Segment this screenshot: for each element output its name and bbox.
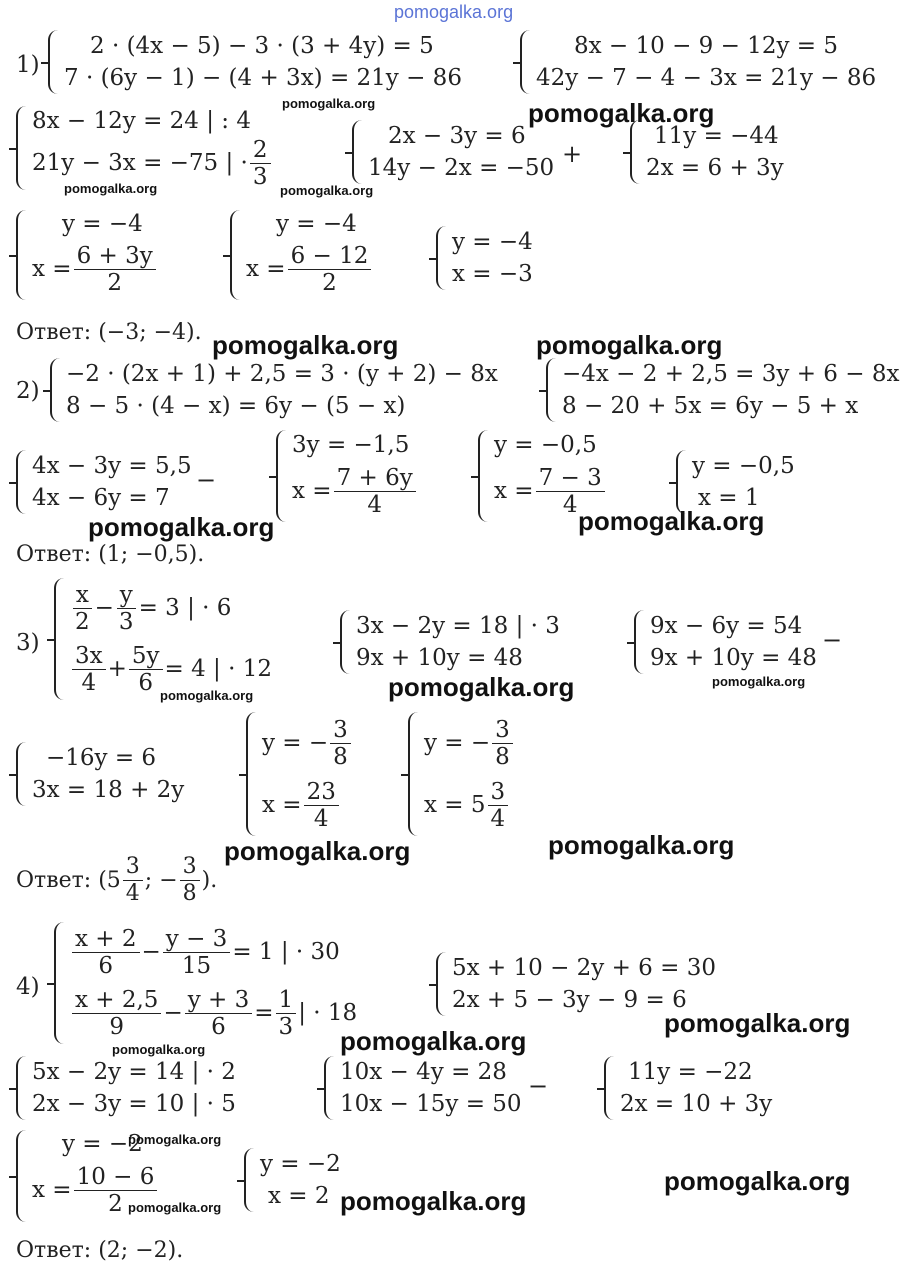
p2-system-2: −4x − 2 + 2,5 = 3y + 6 − 8x 8 − 20 + 5x = 6y − 5 + x xyxy=(546,358,899,422)
minus-sign: − xyxy=(528,1072,549,1100)
p1-system-6: y = −4 x = $\frac{6 + 3y}{2}$ xyxy=(16,210,158,300)
p1-system-2: 8x − 10 − 9 − 12y = 5 42y − 7 − 4 − 3x = 21y − 86 xyxy=(520,30,876,94)
watermark: pomogalka.org xyxy=(388,672,575,702)
watermark-small: pomogalka.org xyxy=(128,1200,222,1215)
watermark: pomogalka.org xyxy=(340,1026,527,1056)
p3-system-4: −16y = 6 3x = 18 + 2y xyxy=(16,742,184,806)
p4-system-3: 5x − 2y = 14 | · 2 2x − 3y = 10 | · 5 xyxy=(16,1056,236,1120)
p3-system-6: y = − $\frac{3}{8}$ x = 5 $\frac{3}{4}$ xyxy=(408,712,515,836)
plus-sign: + xyxy=(562,140,583,168)
watermark: pomogalka.org xyxy=(88,512,275,542)
problem-3-number: 3) xyxy=(16,630,40,656)
watermark-small: pomogalka.org xyxy=(128,1132,222,1147)
p1-system-5: 11y = −44 2x = 6 + 3y xyxy=(630,120,784,184)
watermark: pomogalka.org xyxy=(224,836,411,866)
watermark: pomogalka.org xyxy=(212,330,399,360)
p1-system-3: 8x − 12y = 24 | : 4 21y − 3x = −75 | · $\frac{2}{3}$ xyxy=(16,106,273,190)
watermark-small: pomogalka.org xyxy=(112,1042,206,1057)
watermark-small: pomogalka.org xyxy=(64,181,158,196)
watermark-small: pomogalka.org xyxy=(282,96,376,111)
p2-system-1: −2 · (2x + 1) + 2,5 = 3 · (y + 2) − 8x 8 − 5 · (4 − x) = 6y − (5 − x) xyxy=(50,358,498,422)
site-header-watermark[interactable]: pomogalka.org xyxy=(394,2,514,22)
p2-system-4: 3y = −1,5 x = $\frac{7 + 6y}{4}$ xyxy=(276,430,418,522)
p2-system-6: y = −0,5 x = 1 xyxy=(676,450,795,514)
p4-system-7: y = −2 x = 2 xyxy=(244,1148,341,1212)
watermark-small: pomogalka.org xyxy=(280,183,374,198)
p3-answer: Ответ: (5 $\frac{3}{4}$ ; − $\frac{3}{8}$ ). xyxy=(16,853,218,906)
p1-answer: Ответ: (−3; −4). xyxy=(16,320,202,345)
watermark: pomogalka.org xyxy=(340,1186,527,1216)
problem-2-number: 2) xyxy=(16,378,40,404)
p4-answer: Ответ: (2; −2). xyxy=(16,1238,184,1263)
minus-sign: − xyxy=(822,626,843,654)
p3-system-2: 3x − 2y = 18 | · 3 9x + 10y = 48 xyxy=(340,610,560,674)
watermark: pomogalka.org xyxy=(578,506,765,536)
p3-system-3: 9x − 6y = 54 9x + 10y = 48 xyxy=(634,610,817,674)
p1-system-4: 2x − 3y = 6 14y − 2x = −50 xyxy=(352,120,554,184)
p4-system-5: 11y = −22 2x = 10 + 3y xyxy=(604,1056,772,1120)
minus-sign: − xyxy=(196,466,217,494)
watermark: pomogalka.org xyxy=(528,98,715,128)
watermark-small: pomogalka.org xyxy=(160,688,254,703)
p1-system-7: y = −4 x = $\frac{6 - 12}{2}$ xyxy=(230,210,373,300)
watermark: pomogalka.org xyxy=(548,830,735,860)
p4-system-6: y = −2 x = $\frac{10 - 6}{2}$ xyxy=(16,1130,159,1222)
problem-1-number: 1) xyxy=(16,52,40,78)
watermark: pomogalka.org xyxy=(664,1166,851,1196)
watermark: pomogalka.org xyxy=(536,330,723,360)
p3-system-1: $\frac{x}{2}$ − $\frac{y}{3}$ = 3 | · 6 $\frac{3x}{4}$ + $\frac{5y}{6}$ = 4 | · 12 xyxy=(54,578,272,700)
p2-system-5: y = −0,5 x = $\frac{7 - 3}{4}$ xyxy=(478,430,607,522)
watermark-small: pomogalka.org xyxy=(712,674,806,689)
problem-4-number: 4) xyxy=(16,974,40,1000)
p4-system-2: 5x + 10 − 2y + 6 = 30 2x + 5 − 3y − 9 = 6 xyxy=(436,952,716,1016)
p4-system-1: $\frac{x + 2}{6}$ − $\frac{y - 3}{15}$ = 1 | · 30 $\frac{x + 2,5}{9}$ − $\frac{y + 3}{6}$ = $\frac{1}{3}$ | · 18 xyxy=(54,922,357,1044)
watermark: pomogalka.org xyxy=(664,1008,851,1038)
p4-system-4: 10x − 4y = 28 10x − 15y = 50 xyxy=(324,1056,522,1120)
p1-system-1: 2 · (4x − 5) − 3 · (3 + 4y) = 5 7 · (6y − 1) − (4 + 3x) = 21y − 86 xyxy=(48,30,462,94)
p3-system-5: y = − $\frac{3}{8}$ x = $\frac{23}{4}$ xyxy=(246,712,353,836)
p2-system-3: 4x − 3y = 5,5 4x − 6y = 7 xyxy=(16,450,192,514)
p1-system-8: y = −4 x = −3 xyxy=(436,226,533,290)
p2-answer: Ответ: (1; −0,5). xyxy=(16,542,205,567)
